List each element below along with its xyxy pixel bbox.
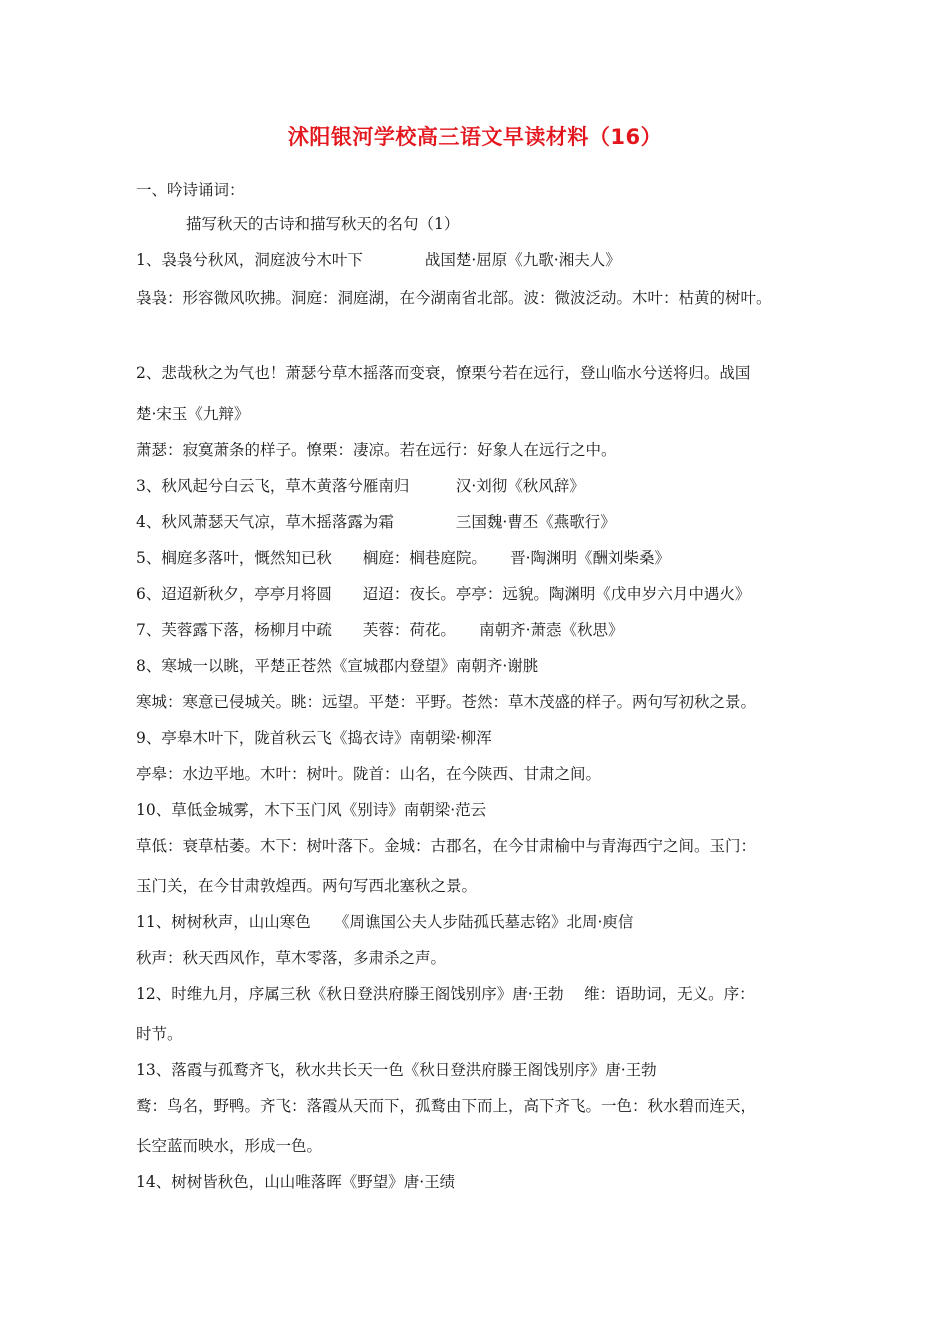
text-line: 3、秋风起兮白云飞，草木黄落兮雁南归 汉·刘彻《秋风辞》 [136, 477, 585, 495]
text-line: 萧瑟：寂寞萧条的样子。憭栗：凄凉。若在远行：好象人在远行之中。 [136, 441, 617, 459]
text-line: 2、悲哉秋之为气也！萧瑟兮草木摇落而变衰，憭栗兮若在远行，登山临水兮送将归。战国 [136, 364, 751, 382]
text-line: 秋声：秋天西风作，草木零落，多肃杀之声。 [136, 949, 447, 967]
text-line: 1、袅袅兮秋风，洞庭波兮木叶下 战国楚·屈原《九歌·湘夫人》 [136, 251, 621, 269]
text-line: 鹜：鸟名，野鸭。齐飞：落霞从天而下，孤鹜由下而上，高下齐飞。一色：秋水碧而连天， [136, 1097, 757, 1115]
text-line: 9、亭皋木叶下，陇首秋云飞《捣衣诗》南朝梁·柳浑 [136, 729, 492, 747]
text-line: 4、秋风萧瑟天气凉，草木摇落露为霜 三国魏·曹丕《燕歌行》 [136, 513, 616, 531]
text-line: 8、寒城一以眺，平楚正苍然《宣城郡内登望》南朝齐·谢朓 [136, 657, 539, 675]
text-line: 玉门关，在今甘肃敦煌西。两句写西北塞秋之景。 [136, 877, 478, 895]
text-line: 楚·宋玉《九辩》 [136, 405, 250, 423]
text-line: 草低：衰草枯萎。木下：树叶落下。金城：古郡名，在今甘肃榆中与青海西宁之间。玉门： [136, 837, 757, 855]
text-line: 袅袅：形容微风吹拂。洞庭：洞庭湖，在今湖南省北部。波：微波泛动。木叶：枯黄的树叶。 [136, 289, 772, 307]
text-line: 12、时维九月，序属三秋《秋日登洪府滕王阁饯别序》唐·王勃 维：语助词，无义。序： [136, 985, 755, 1003]
text-line: 6、迢迢新秋夕，亭亭月将圆 迢迢：夜长。亭亭：远貌。陶渊明《戊申岁六月中遇火》 [136, 585, 751, 603]
text-line: 14、树树皆秋色，山山唯落晖《野望》唐·王绩 [136, 1173, 456, 1191]
text-line: 13、落霞与孤鹜齐飞，秋水共长天一色《秋日登洪府滕王阁饯别序》唐·王勃 [136, 1061, 657, 1079]
text-line: 时节。 [136, 1025, 183, 1043]
text-line: 亭皋：水边平地。木叶：树叶。陇首：山名，在今陕西、甘肃之间。 [136, 765, 602, 783]
text-line: 长空蓝而映水，形成一色。 [136, 1137, 323, 1155]
text-line: 描写秋天的古诗和描写秋天的名句（1） [186, 215, 460, 233]
text-line: 7、芙蓉露下落，杨柳月中疏 芙蓉：荷花。 南朝齐·萧悫《秋思》 [136, 621, 624, 639]
text-line: 10、草低金城雾，木下玉门风《别诗》南朝梁·范云 [136, 801, 487, 819]
text-line: 11、树树秋声，山山寒色 《周谯国公夫人步陆孤氏墓志铭》北周·庾信 [136, 913, 634, 931]
text-line: 一、吟诗诵词： [136, 181, 245, 199]
page-title: 沭阳银河学校高三语文早读材料（16） [287, 125, 663, 149]
text-line: 寒城：寒意已侵城关。眺：远望。平楚：平野。苍然：草木茂盛的样子。两句写初秋之景。 [136, 693, 757, 711]
text-line: 5、榈庭多落叶，慨然知已秋 榈庭：榈巷庭院。 晋·陶渊明《酬刘柴桑》 [136, 549, 671, 567]
